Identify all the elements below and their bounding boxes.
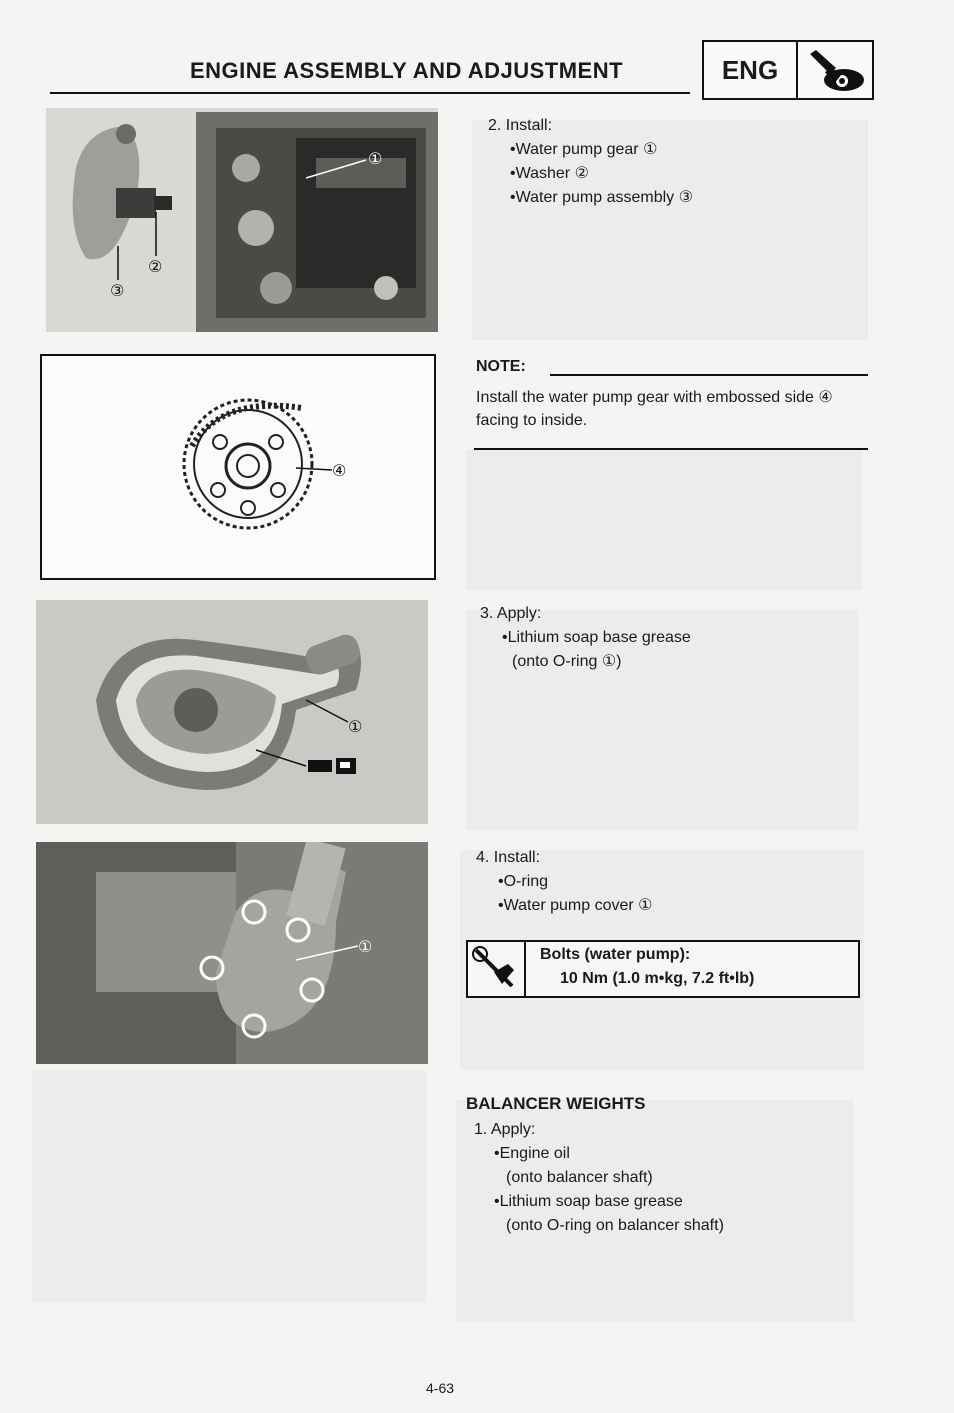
torque-wrench-icon [468,942,526,996]
step4-heading: 4. Install: [476,849,541,866]
pump-cover-oring-photo [36,600,428,824]
list-item: •Water pump assembly ③ [510,189,693,206]
list-item: (onto O-ring ①) [512,653,622,670]
note-rule [550,374,868,376]
list-item: •O-ring [498,873,549,890]
callout-1: ① [348,717,363,736]
list-item: (onto balancer shaft) [506,1169,653,1186]
list-item: •Washer ② [510,165,589,182]
torque-spec-value: 10 Nm (1.0 m•kg, 7.2 ft•lb) [560,970,755,987]
section-code: ENG [704,42,798,98]
pump-cover-installed-photo [36,842,428,1064]
step3-heading: 3. Apply: [480,605,542,622]
balancer-step-heading: 1. Apply: [474,1121,536,1138]
note-body: Install the water pump gear with embossed side ④ facing to inside. [476,389,833,429]
note-rule [474,448,868,450]
step2-block [488,114,693,210]
section-badge [702,40,874,100]
list-item: •Lithium soap base grease [494,1193,683,1210]
list-item: (onto O-ring on balancer shaft) [506,1217,724,1234]
engine-icon [802,48,870,94]
callout-1: ① [368,149,383,168]
torque-spec-title: Bolts (water pump): [540,946,691,963]
section-heading: BALANCER WEIGHTS [466,1094,646,1113]
grease-icon [308,758,356,774]
callout-2: ② [148,257,163,276]
bleed-through-area [32,1070,426,1302]
callout-3: ③ [110,281,125,300]
header-rule [50,92,690,94]
list-item: •Engine oil [494,1145,570,1162]
bleed-through-area [466,450,862,590]
callout-4: ④ [332,461,347,480]
torque-spec-box [466,940,860,998]
callout-1: ① [358,937,373,956]
step2-heading: 2. Install: [488,117,553,134]
step3-block [480,602,691,674]
pump-gear-illustration [40,354,436,580]
note-label: NOTE: [476,358,526,375]
list-item: •Water pump gear ① [510,141,658,158]
page-number: 4-63 [426,1380,455,1396]
water-pump-install-photo [46,108,438,332]
list-item: •Water pump cover ① [498,897,653,914]
balancer-block [474,1118,724,1238]
list-item: •Lithium soap base grease [502,629,691,646]
step4-block [476,846,653,918]
page-title: ENGINE ASSEMBLY AND ADJUSTMENT [190,58,624,83]
